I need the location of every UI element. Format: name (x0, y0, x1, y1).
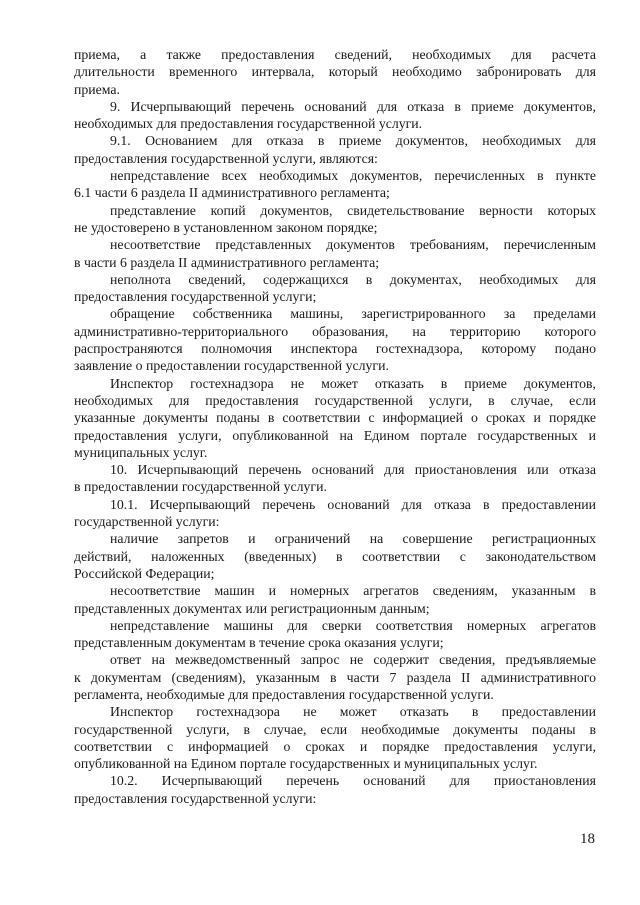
text-line: приема, а также предоставления сведений, необходимых для расчета (74, 47, 596, 62)
text-line: 6.1 части 6 раздела II административного регламента; (74, 185, 390, 201)
text-line: Российской Федерации; (74, 565, 215, 581)
text-line: государственной услуги: (74, 514, 220, 530)
text-line: представление копий документов, свидетельствование верности которых (110, 202, 596, 218)
text-line: 10.2. Исчерпывающий перечень оснований для приостановления (110, 773, 596, 789)
text-line: в предоставлении государственной услуги. (74, 479, 327, 495)
text-line: предоставления государственной услуги, являются: (74, 150, 378, 166)
text-line: непредставление машины для сверки соответствия номерных агрегатов (110, 617, 596, 633)
text-line: 9. Исчерпывающий перечень оснований для отказа в приеме документов, (110, 98, 596, 114)
text-line: муниципальных услуг. (74, 444, 208, 460)
text-line: представленным документам в течение срока оказания услуги; (74, 635, 444, 651)
text-line: не удостоверено в установленном законом порядке; (74, 219, 378, 235)
text-line: Инспектор гостехнадзора не может отказать в приеме документов, (110, 375, 596, 391)
text-line: 10. Исчерпывающий перечень оснований для приостановления или отказа (110, 462, 596, 478)
text-line: административно-территориального образования, на территорию которого (74, 323, 596, 339)
text-line: необходимых для предоставления государственной услуги. (74, 116, 423, 132)
text-line: действий, наложенных (введенных) в соответствии с законодательством (74, 548, 596, 564)
text-line: несоответствие представленных документов требованиям, перечисленным (110, 237, 596, 253)
text-line: Инспектор гостехнадзора не может отказать в предоставлении (110, 704, 596, 720)
text-line: 9.1. Основанием для отказа в приеме документов, необходимых для (110, 133, 596, 149)
text-line: приема. (74, 81, 120, 97)
text-line: предоставления государственной услуги: (74, 790, 317, 806)
text-line: опубликованной на Едином портале государственных и муниципальных услуг. (74, 756, 538, 772)
text-line: предоставления услуги, опубликованной на Едином портале государственных и (74, 427, 596, 443)
text-line: указанные документы поданы в соответствии с информацией о сроках и порядке (74, 410, 596, 426)
text-line: длительности временного интервала, который необходимо забронировать для (74, 64, 596, 80)
text-line: заявление о предоставлении государственной услуги. (74, 358, 389, 374)
text-line: неполнота сведений, содержащихся в документах, необходимых для (110, 271, 596, 287)
text-line: непредставление всех необходимых документов, перечисленных в пункте (110, 168, 596, 184)
text-line: ответ на межведомственный запрос не содержит сведения, предъявляемые (110, 652, 596, 668)
text-line: обращение собственника машины, зарегистрированного за пределами (110, 306, 596, 322)
text-line: государственной услуги, в случае, если необходимые документы поданы в (74, 721, 596, 737)
text-line: наличие запретов и ограничений на совершение регистрационных (110, 531, 596, 547)
page-number: 18 (580, 831, 595, 847)
text-line: к документам (сведениям), указанным в части 7 раздела II административного (74, 669, 596, 685)
text-line: 10.1. Исчерпывающий перечень оснований для отказа в предоставлении (110, 496, 596, 512)
document-body (74, 46, 596, 807)
text-line: в части 6 раздела II административного регламента; (74, 254, 380, 270)
text-line: регламента, необходимые для предоставления государственной услуги. (74, 686, 494, 702)
text-line: предоставления государственной услуги; (74, 289, 317, 305)
text-line: несоответствие машин и номерных агрегатов сведениям, указанным в (110, 583, 596, 599)
text-line: соответствии с информацией о сроках и порядке предоставления услуги, (74, 738, 596, 754)
text-line: необходимых для предоставления государственной услуги, в случае, если (74, 392, 596, 408)
text-line: распространяются полномочия инспектора гостехнадзора, которому подано (74, 341, 596, 357)
text-line: представленных документах или регистрационным данным; (74, 600, 430, 616)
